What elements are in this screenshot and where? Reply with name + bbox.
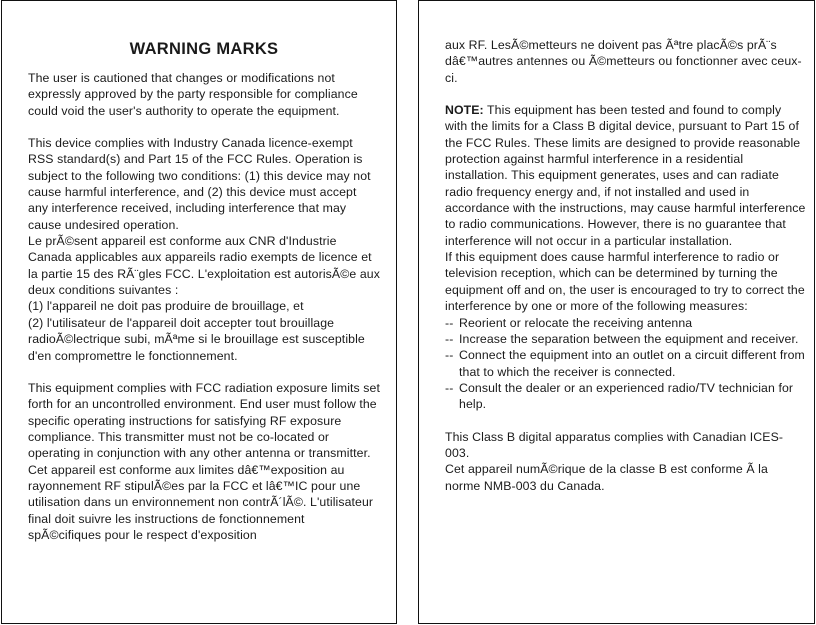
ices-compliance-paragraph: This Class B digital apparatus complies with Canadian ICES-003. [445,429,784,460]
interference-paragraph: If this equipment does cause harmful interference to radio or television reception, which can be determined by turning the equipment off and on, the user is encouraged to try to correct the interference by one or more of the following measures: [445,250,805,314]
list-dash: -- [445,331,454,346]
note-label: NOTE: [445,103,484,118]
french-condition-2: (2) l'utilisateur de l'appareil doit accepter tout brouillage radioÃ©lectrique subi, mÃªme si le brouillage est susceptible d'en compromettre le fonctionnement. [28,315,365,363]
french-compliance-paragraph: Le prÃ©sent appareil est conforme aux CNR d'Industrie Canada applicables aux appareils radio exempts de licence et la partie 15 des RÃ¨gles FCC. L'exploitation est autorisÃ©e aux deux conditions suivantes : [28,234,380,298]
modification-warning-paragraph: The user is cautioned that changes or modifications not expressly approved by the party responsible for compliance could void the user's authority to operate the equipment. [28,71,358,118]
right-page-content [445,37,806,494]
list-dash: -- [445,315,454,330]
french-rf-continuation-paragraph: aux RF. LesÃ©metteurs ne doivent pas Ãªtre placÃ©s prÃ¨s dâ€™autres antennes ou Ã©metteurs ou fonctionner avec ceux-ci. [445,38,802,85]
list-dash: -- [445,348,454,363]
left-page-content [28,1,380,543]
french-nmb-paragraph: Cet appareil numÃ©rique de la classe B est conforme Ã la norme NMB-003 du Canada. [445,462,768,493]
left-page [1,0,397,624]
list-item: -- Reorient or relocate the receiving antenna [445,315,693,330]
list-item: -- Connect the equipment into an outlet on a circuit different from that to which the receiver is connected. [445,348,805,379]
list-item: -- Consult the dealer or an experienced radio/TV technician for help. [445,380,794,412]
class-b-note-paragraph [445,102,806,249]
french-rf-exposure-paragraph: Cet appareil est conforme aux limites dâ€™exposition au rayonnement RF stipulÃ©es par la FCC et lâ€™IC pour une utilisation dans un environnement non contrÃ´lÃ©. L'utilisateur final doit suivre les instructions de fonctionnement spÃ©cifiques pour le respect d'exposition [28,462,374,542]
industry-canada-paragraph: This device complies with Industry Canada licence-exempt RSS standard(s) and Part 15 of the FCC Rules. Operation is subject to the following two conditions: (1) this device may not cause harmful interference, and (2) this device must accept any interference received, including interference that may cause undesired operation. [28,136,371,232]
right-page [418,0,815,624]
french-condition-1: (1) l'appareil ne doit pas produire de brouillage, et [28,299,304,314]
rf-exposure-paragraph: This equipment complies with FCC radiation exposure limits set forth for an uncontrolled environment. End user must follow the specific operating instructions for satisfying RF exposure compliance. This transmitter must not be co-located or operating in conjunction with any other antenna or transmitter. [28,380,381,461]
measures-list [445,315,806,413]
note-text: This equipment has been tested and found to comply with the limits for a Class B digital device, pursuant to Part 15 of the FCC Rules. These limits are designed to provide reasonable protection against harmful interference in a residential installation. This equipment generates, uses and can radiate radio frequency energy and, if not installed and used in accordance with the instructions, may cause harmful interference to radio communications. However, there is no guarantee that interference will not occur in a particular installation. [445,103,806,248]
page-title: WARNING MARKS [129,40,279,58]
list-dash: -- [445,380,454,395]
list-item: -- Increase the separation between the equipment and receiver. [445,331,799,346]
